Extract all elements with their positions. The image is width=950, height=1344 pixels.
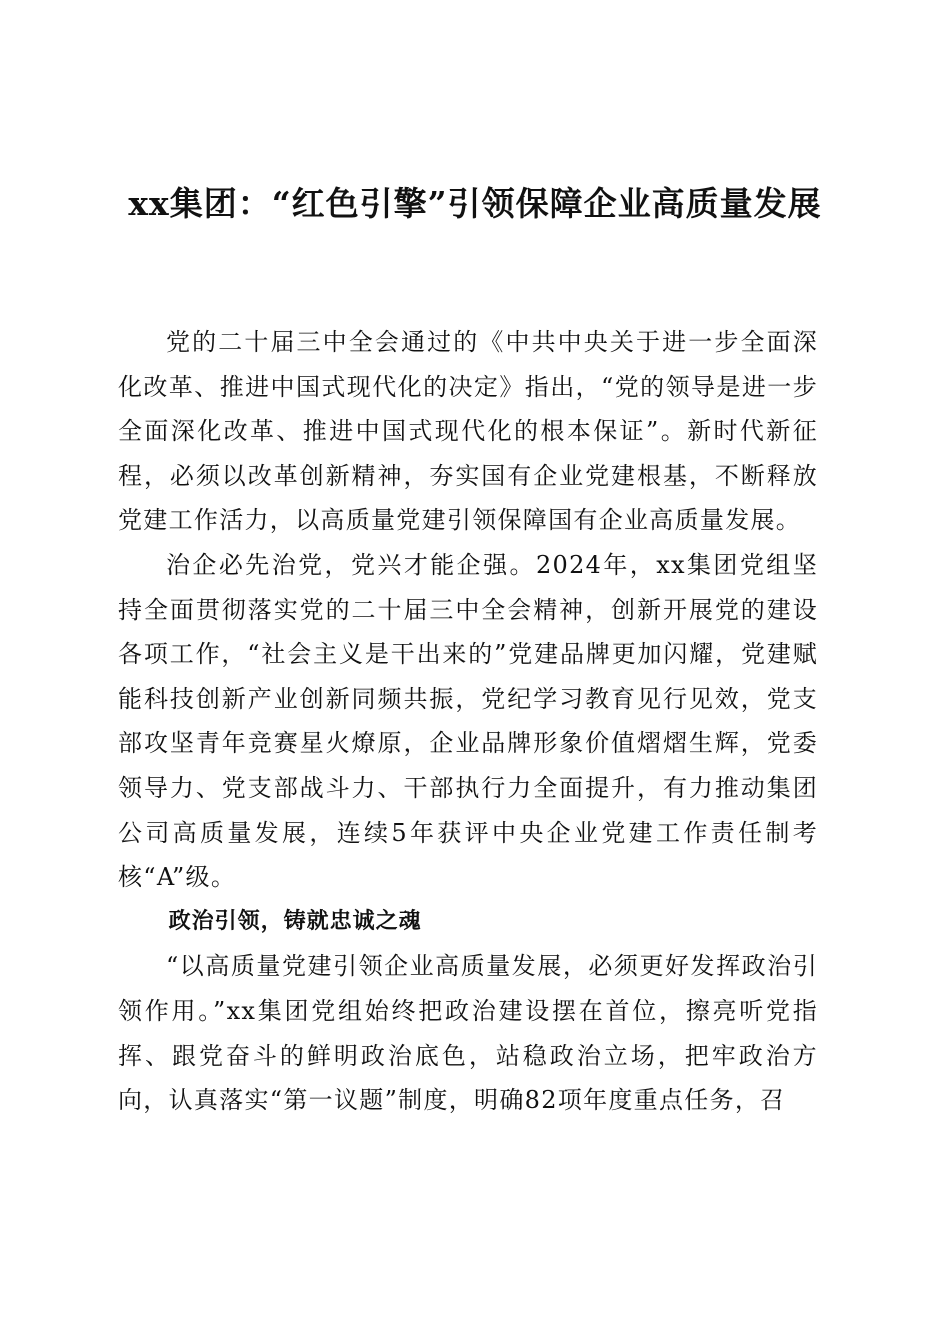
document-title: xx集团：“红色引擎”引领保障企业高质量发展 <box>128 184 822 223</box>
document-body <box>118 320 818 1123</box>
summary-paragraph: 治企必先治党，党兴才能企强。2024年，xx集团党组坚持全面贯彻落实党的二十届三中全会精神，创新开展党的建设各项工作，“社会主义是干出来的”党建品牌更加闪耀，党建赋能科技创新产业创新同频共振，党纪学习教育见行见效，党支部攻坚青年竞赛星火燎原，企业品牌形象价值熠熠生辉，党委领导力、党支部战斗力、干部执行力全面提升，有力推动集团公司高质量发展，连续5年获评中央企业党建工作责任制考核“A”级。 <box>118 550 818 892</box>
intro-paragraph: 党的二十届三中全会通过的《中共中央关于进一步全面深化改革、推进中国式现代化的决定》指出，“党的领导是进一步全面深化改革、推进中国式现代化的根本保证”。新时代新征程，必须以改革创新精神，夯实国有企业党建根基，不断释放党建工作活力，以高质量党建引领保障国有企业高质量发展。 <box>118 328 818 535</box>
section-paragraph: “以高质量党建引领企业高质量发展，必须更好发挥政治引领作用。”xx集团党组始终把政治建设摆在首位，擦亮听党指挥、跟党奋斗的鲜明政治底色，站稳政治立场，把牢政治方向，认真落实“第一议题”制度，明确82项年度重点任务，召 <box>118 952 818 1115</box>
section-heading: 政治引领，铸就忠诚之魂 <box>168 908 422 934</box>
